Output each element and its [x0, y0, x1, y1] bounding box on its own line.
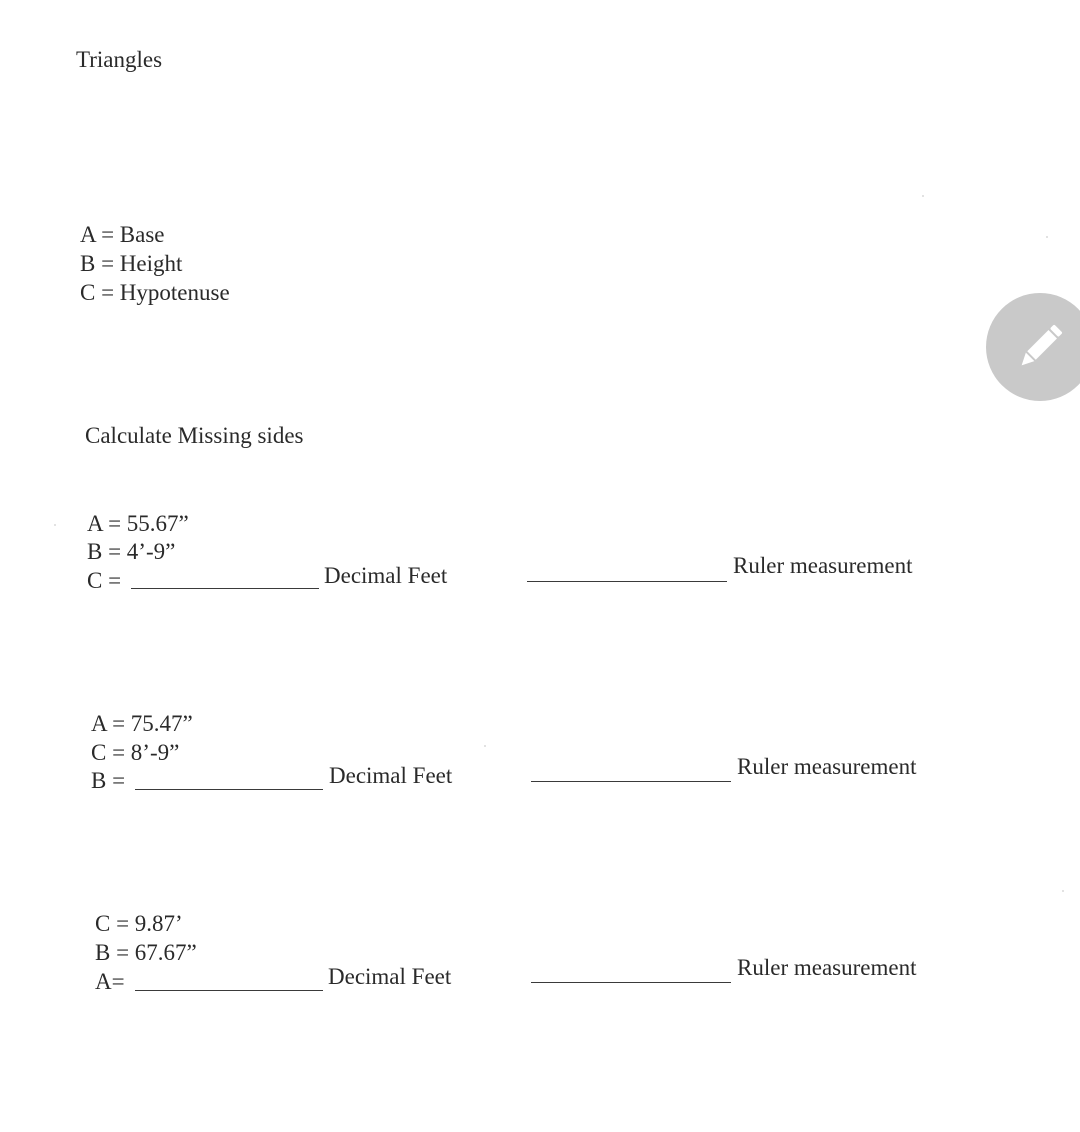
decimal-answer-line[interactable]	[135, 990, 323, 991]
definition-base: A = Base	[80, 222, 165, 247]
given-value: A = 55.67”	[87, 511, 189, 536]
scan-speck	[1062, 890, 1064, 892]
decimal-feet-label: Decimal Feet	[324, 563, 448, 588]
scan-speck	[484, 745, 486, 747]
page-title: Triangles	[76, 47, 163, 72]
edit-button[interactable]	[986, 293, 1080, 401]
pencil-icon	[1012, 319, 1068, 375]
decimal-feet-label: Decimal Feet	[329, 763, 453, 788]
decimal-answer-line[interactable]	[135, 789, 323, 790]
ruler-measurement-label: Ruler measurement	[733, 553, 913, 578]
ruler-answer-line[interactable]	[531, 982, 731, 983]
ruler-answer-line[interactable]	[531, 781, 731, 782]
given-value: C = 9.87’	[95, 911, 183, 936]
definition-height: B = Height	[80, 251, 183, 276]
ruler-measurement-label: Ruler measurement	[737, 754, 917, 779]
given-value: A = 75.47”	[91, 711, 193, 736]
given-value: B = 67.67”	[95, 940, 197, 965]
scan-speck	[54, 524, 56, 526]
scan-speck	[1046, 236, 1048, 238]
scan-speck	[922, 195, 924, 197]
given-value: C = 8’-9”	[91, 740, 180, 765]
definition-hypotenuse: C = Hypotenuse	[80, 280, 230, 305]
unknown-label: A=	[95, 969, 125, 994]
decimal-feet-label: Decimal Feet	[328, 964, 452, 989]
ruler-answer-line[interactable]	[527, 581, 727, 582]
unknown-label: B =	[91, 768, 126, 793]
given-value: B = 4’-9”	[87, 539, 176, 564]
ruler-measurement-label: Ruler measurement	[737, 955, 917, 980]
unknown-label: C =	[87, 568, 122, 593]
section-heading: Calculate Missing sides	[85, 423, 304, 448]
decimal-answer-line[interactable]	[131, 588, 319, 589]
